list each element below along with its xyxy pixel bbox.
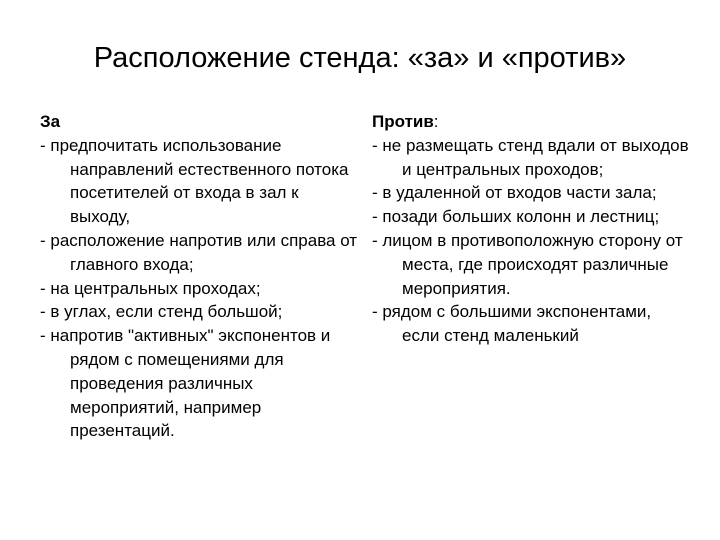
contra-list-item: - в удаленной от входов части зала; — [372, 183, 657, 203]
pro-heading-text: За — [40, 112, 61, 131]
contra-list-item: - рядом с большими экспонентами, если стенд маленький — [372, 302, 652, 346]
pro-list-item: - напротив "активных" экспонентов и рядом с помещениями для проведения различных мероприятий, например презентаций. — [40, 326, 331, 441]
contra-heading-text: Против — [372, 112, 434, 131]
pro-list-item: - в углах, если стенд большой; — [40, 302, 283, 322]
pro-list-item: - предпочитать использование направлений естественного потока посетителей от входа в зал к выходу, — [40, 135, 349, 227]
pro-column — [40, 110, 360, 443]
pro-list-item: - расположение напротив или справа от главного входа; — [40, 230, 358, 274]
pro-heading — [40, 110, 360, 134]
contra-column — [372, 110, 692, 348]
contra-list-item: - позади больших колонн и лестниц; — [372, 207, 660, 227]
pro-list-item: - на центральных проходах; — [40, 278, 261, 298]
pro-list — [40, 134, 360, 443]
contra-heading-colon: : — [433, 112, 439, 131]
contra-list-item: - лицом в противоположную сторону от места, где происходят различные мероприятия. — [372, 230, 683, 298]
contra-list-item: - не размещать стенд вдали от выходов и центральных проходов; — [372, 135, 689, 179]
slide-title: Расположение стенда: «за» и «против» — [93, 42, 627, 74]
contra-list — [372, 134, 692, 348]
contra-heading — [372, 110, 692, 134]
